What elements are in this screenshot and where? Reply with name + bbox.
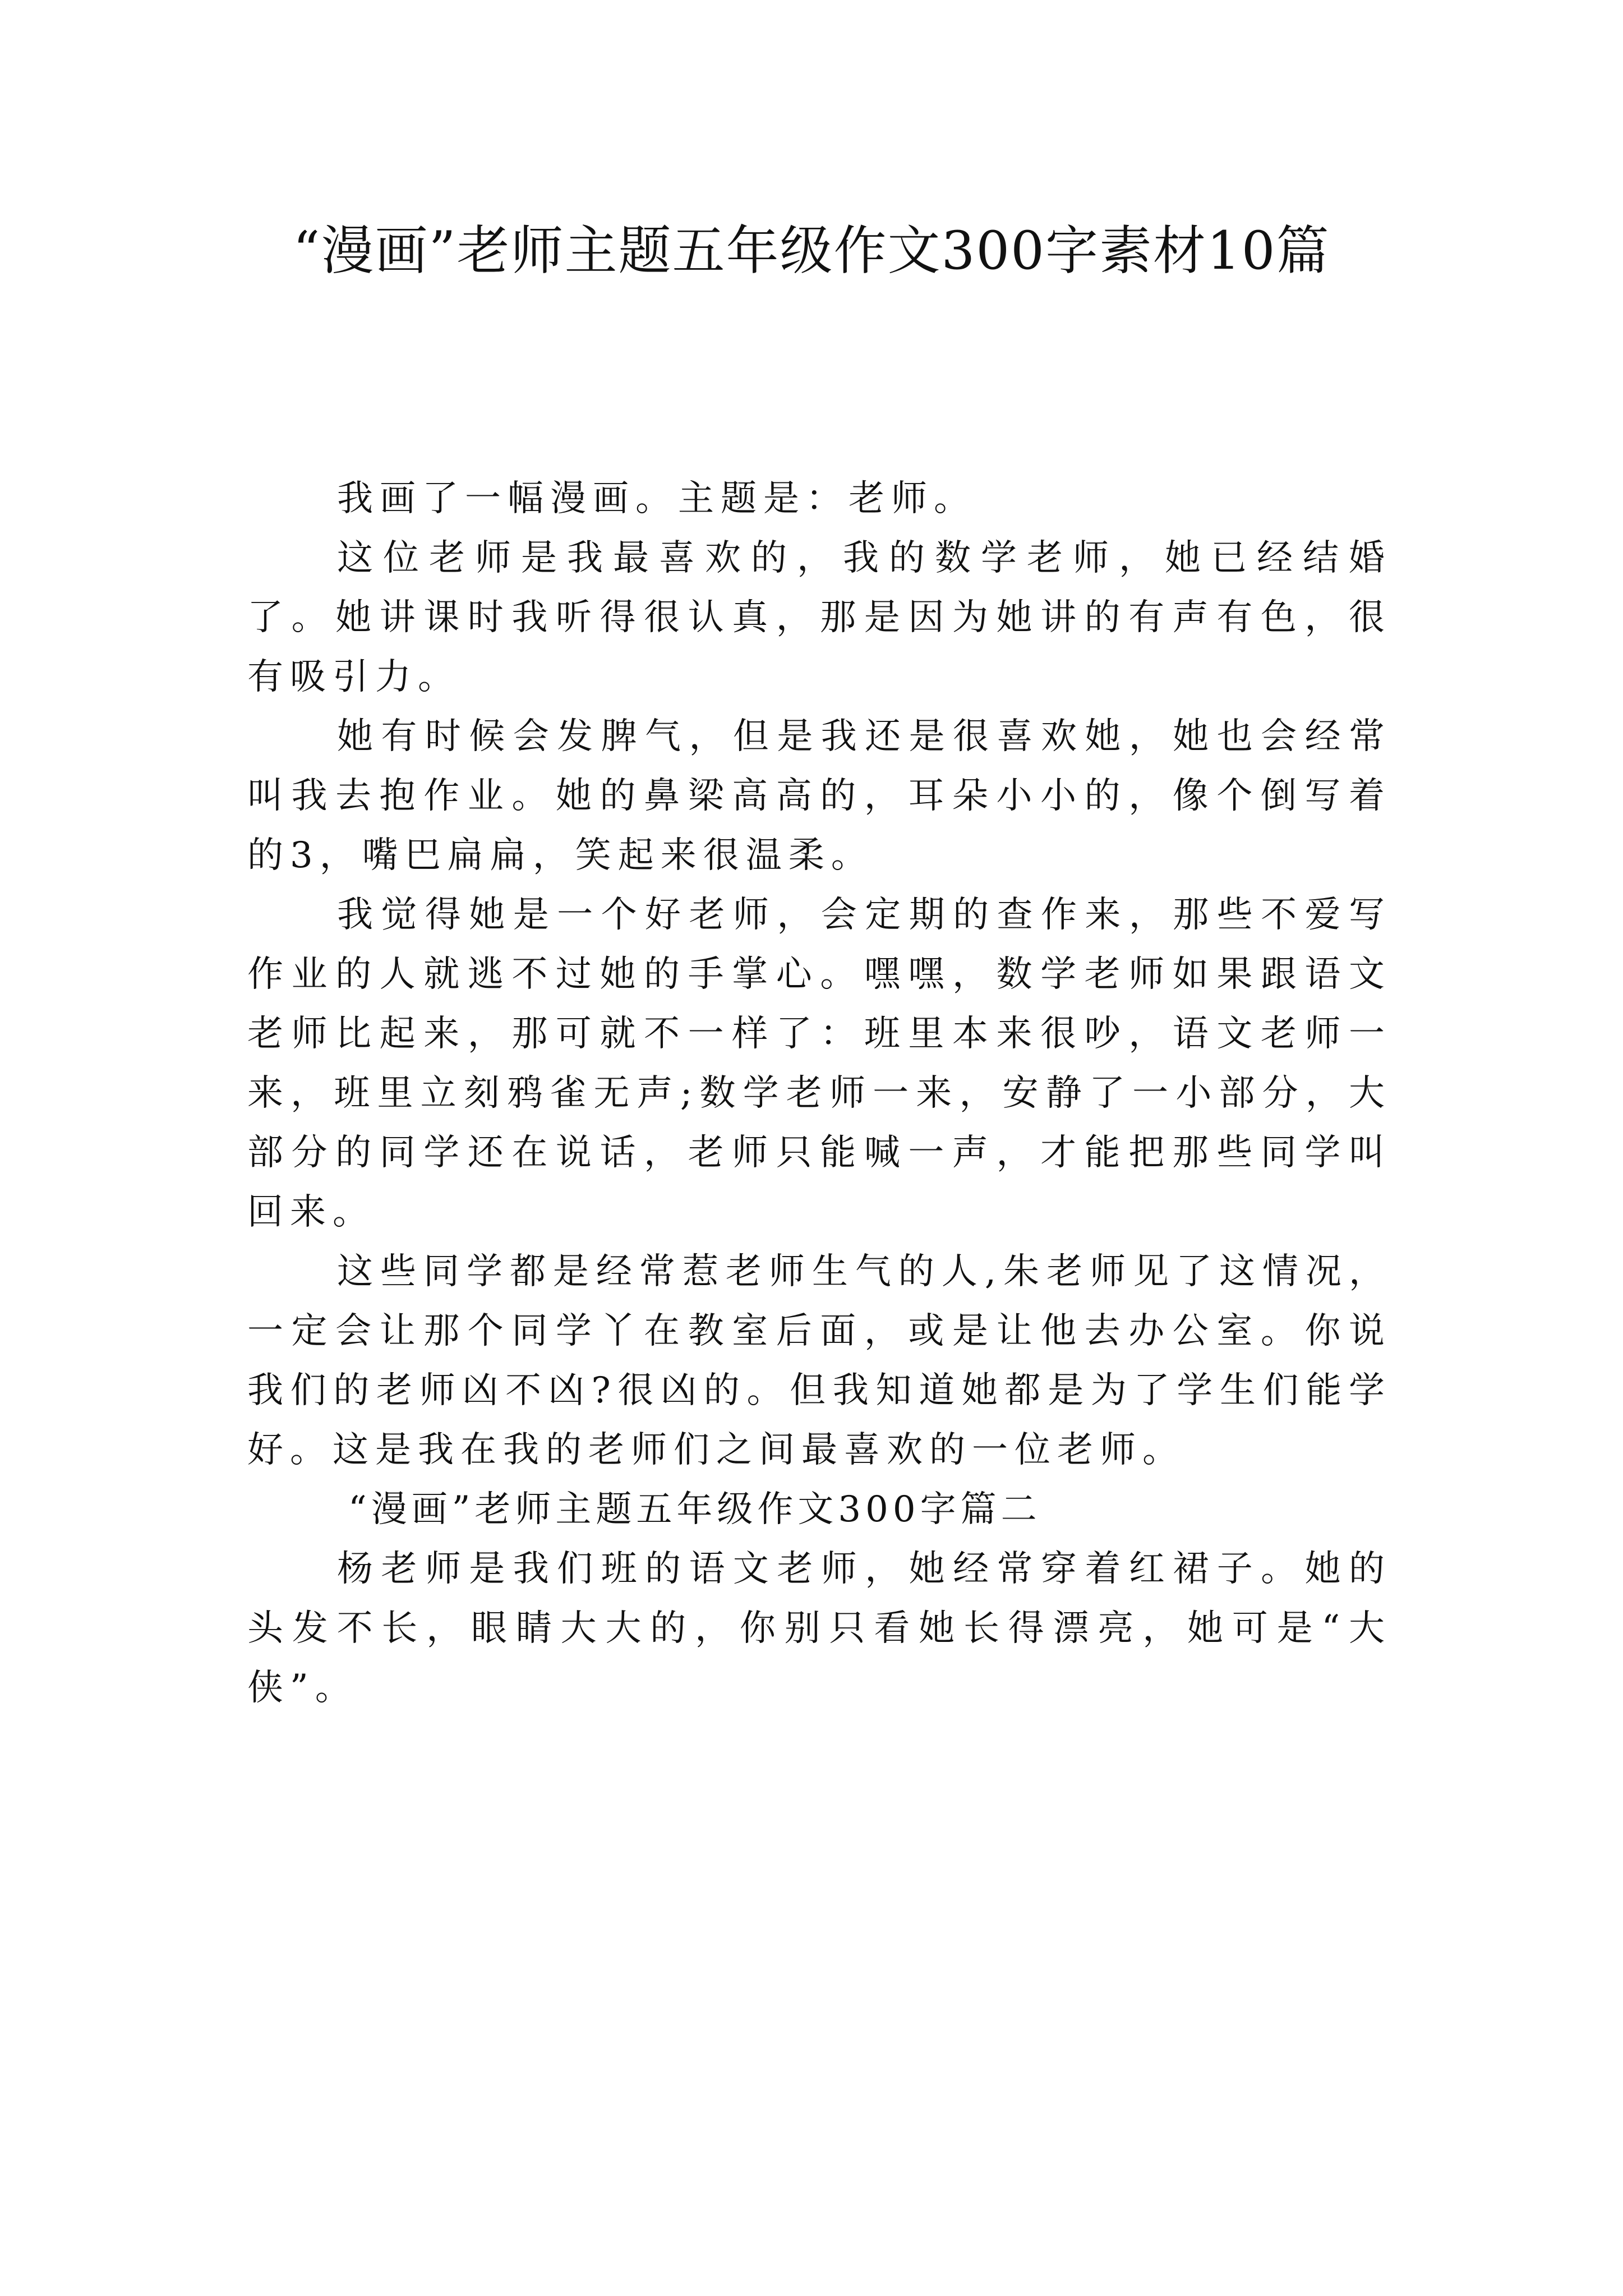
paragraph-4: 我觉得她是一个好老师，会定期的查作来，那些不爱写作业的人就逃不过她的手掌心。嘿嘿，数学老师如果跟语文老师比起来，那可就不一样了：班里本来很吵，语文老师一来，班里立刻鸦雀无声;数学老师一来，安静了一小部分，大部分的同学还在说话，老师只能喊一声，才能把那些同学叫回来。 bbox=[247, 894, 1391, 1233]
paragraph-2: 这位老师是我最喜欢的，我的数学老师，她已经结婚了。她讲课时我听得很认真，那是因为她讲的有声有色，很有吸引力。 bbox=[247, 537, 1391, 698]
document-body bbox=[247, 469, 1391, 1718]
paragraph-3: 她有时候会发脾气，但是我还是很喜欢她，她也会经常叫我去抱作业。她的鼻梁高高的，耳朵小小的，像个倒写着的3，嘴巴扁扁，笑起来很温柔。 bbox=[247, 716, 1391, 876]
paragraph-6: 杨老师是我们班的语文老师，她经常穿着红裙子。她的头发不长，眼睛大大的，你别只看她长得漂亮，她可是“大侠”。 bbox=[247, 1548, 1391, 1709]
paragraph-5: 这些同学都是经常惹老师生气的人,朱老师见了这情况，一定会让那个同学丫在教室后面，或是让他去办公室。你说我们的老师凶不凶?很凶的。但我知道她都是为了学生们能学好。这是我在我的老师们之间最喜欢的一位老师。 bbox=[247, 1251, 1391, 1471]
section-heading-2: “漫画”老师主题五年级作文300字篇二 bbox=[348, 1489, 1041, 1530]
document-title: “漫画”老师主题五年级作文300字素材10篇 bbox=[293, 220, 1330, 282]
paragraph-1: 我画了一幅漫画。主题是：老师。 bbox=[337, 478, 976, 519]
